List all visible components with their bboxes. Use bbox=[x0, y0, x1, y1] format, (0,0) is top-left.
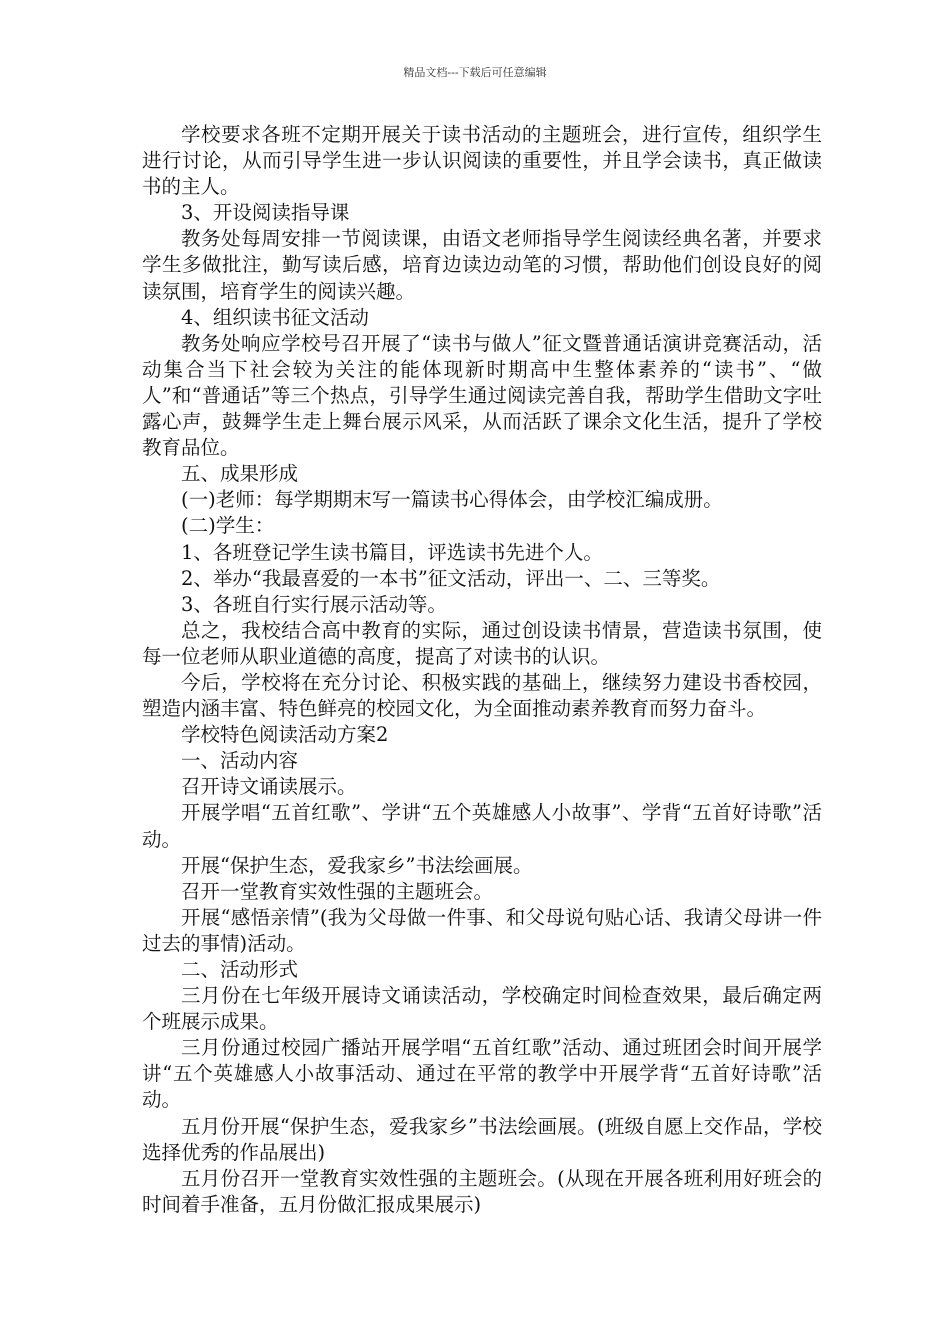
paragraph: 五月份召开一堂教育实效性强的主题班会。(从现在开展各班利用好班会的时间着手准备，五月份做汇报成果展示) bbox=[142, 1166, 822, 1216]
section-heading: 二、活动形式 bbox=[181, 958, 299, 981]
section-heading: 五、成果形成 bbox=[181, 462, 299, 486]
document-body bbox=[142, 122, 822, 1218]
paragraph: 今后，学校将在充分讨论、积极实践的基础上，继续努力建设书香校园，塑造内涵丰富、特色鲜亮的校园文化，为全面推动素养教育而努力奋斗。 bbox=[142, 670, 822, 721]
paragraph: 总之，我校结合高中教育的实际，通过创设读书情景，营造读书氛围，使每一位老师从职业道德的高度，提高了对读书的认识。 bbox=[142, 618, 822, 668]
paragraph: 开展“保护生态，爱我家乡”书法绘画展。 bbox=[181, 853, 533, 877]
paragraph: 学校要求各班不定期开展关于读书活动的主题班会，进行宣传，组织学生进行讨论，从而引导学生进一步认识阅读的重要性，并且学会读书，真正做读书的主人。 bbox=[142, 123, 822, 199]
paragraph: 五月份开展“保护生态，爱我家乡”书法绘画展。(班级自愿上交作品，学校选择优秀的作品展出) bbox=[142, 1114, 822, 1164]
list-item: 1、各班登记学生读书篇目，评选读书先进个人。 bbox=[181, 540, 603, 564]
paragraph: (一)老师：每学期期末写一篇读书心得体会，由学校汇编成册。 bbox=[181, 488, 723, 512]
section-heading: 3、开设阅读指导课 bbox=[181, 201, 350, 225]
page-header: 精品文档---下载后可任意编辑 bbox=[403, 66, 547, 79]
paragraph: 召开一堂教育实效性强的主题班会。 bbox=[181, 879, 494, 903]
list-item: 3、各班自行实行展示活动等。 bbox=[181, 592, 447, 616]
paragraph: 三月份在七年级开展诗文诵读活动，学校确定时间检查效果，最后确定两个班展示成果。 bbox=[142, 984, 822, 1034]
paragraph: 教务处每周安排一节阅读课，由语文老师指导学生阅读经典名著，并要求学生多做批注，勤写读后感，培育边读边动笔的习惯，帮助他们创设良好的阅读氛围，培育学生的阅读兴趣。 bbox=[142, 227, 822, 303]
paragraph: 教务处响应学校号召开展了“读书与做人”征文暨普通话演讲竞赛活动，活动集合当下社会较为关注的能体现新时期高中生整体素养的“读书”、“做人”和“普通话”等三个热点，引导学生通过阅读完善自我，帮助学生借助文字吐露心声，鼓舞学生走上舞台展示风采，从而活跃了课余文化生活，提升了学校教育品位。 bbox=[142, 331, 822, 460]
document-subtitle: 学校特色阅读活动方案2 bbox=[181, 723, 389, 747]
paragraph: 开展“感悟亲情”(我为父母做一件事、和父母说句贴心话、我请父母讲一件过去的事情)活动。 bbox=[142, 905, 822, 955]
paragraph: (二)学生： bbox=[181, 514, 275, 538]
paragraph: 三月份通过校园广播站开展学唱“五首红歌”活动、通过班团会时间开展学讲“五个英雄感人小故事活动、通过在平常的教学中开展学背“五首好诗歌”活动。 bbox=[142, 1036, 822, 1112]
section-heading: 一、活动内容 bbox=[181, 749, 299, 773]
paragraph: 召开诗文诵读展示。 bbox=[181, 775, 357, 799]
list-item: 2、举办“我最喜爱的一本书”征文活动，评出一、二、三等奖。 bbox=[181, 566, 721, 590]
section-heading: 4、组织读书征文活动 bbox=[181, 305, 369, 329]
paragraph: 开展学唱“五首红歌”、学讲“五个英雄感人小故事”、学背“五首好诗歌”活动。 bbox=[142, 801, 822, 851]
